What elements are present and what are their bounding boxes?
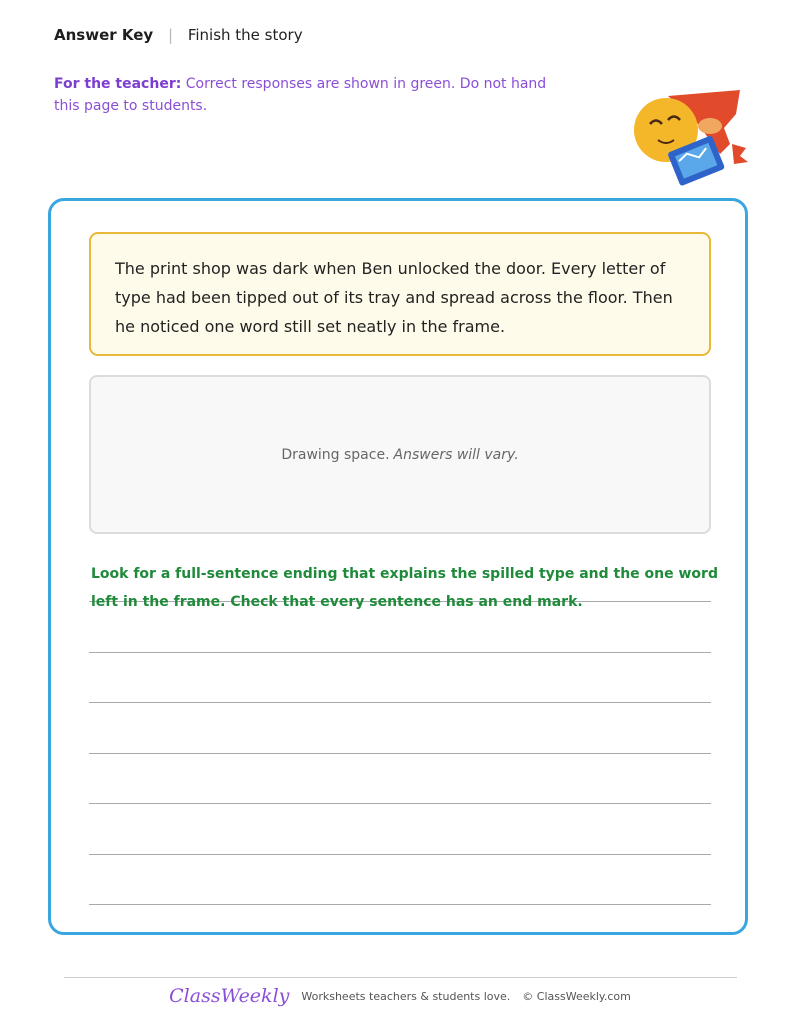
- page-title: Finish the story: [187, 26, 303, 44]
- answer-guidance: Look for a full-sentence ending that explains the spilled type and the one word left in the frame. Check that every sentence has an end mark.: [91, 566, 718, 610]
- writing-line: [89, 803, 711, 804]
- writing-line: [89, 904, 711, 905]
- story-prompt: The print shop was dark when Ben unlocked the door. Every letter of type had been tipped out of its tray and spread across the floor. Then he noticed one word still set neatly in the frame.: [89, 232, 711, 356]
- header-separator: |: [167, 26, 174, 44]
- footer-tagline: Worksheets teachers & students love.: [301, 989, 511, 1003]
- drawing-space-label: Drawing space.: [281, 446, 390, 463]
- drawing-space: [89, 375, 711, 534]
- writing-line: [89, 702, 711, 703]
- page-footer: [0, 985, 800, 1007]
- page-header: [54, 26, 303, 44]
- reading-mascot-icon: [628, 84, 750, 192]
- footer-copyright: © ClassWeekly.com: [522, 989, 631, 1003]
- writing-line: [89, 753, 711, 754]
- footer-divider: [64, 977, 737, 978]
- teacher-note-lead: For the teacher:: [54, 76, 182, 92]
- answer-key-label: Answer Key: [54, 26, 154, 44]
- writing-line: [89, 854, 711, 855]
- drawing-space-note: Answers will vary.: [393, 446, 519, 463]
- brand-logo: ClassWeekly: [169, 985, 290, 1007]
- teacher-note: [54, 73, 574, 117]
- writing-line: [89, 652, 711, 653]
- teacher-note-text: Correct responses are shown in green. Do not hand this page to students.: [54, 76, 547, 114]
